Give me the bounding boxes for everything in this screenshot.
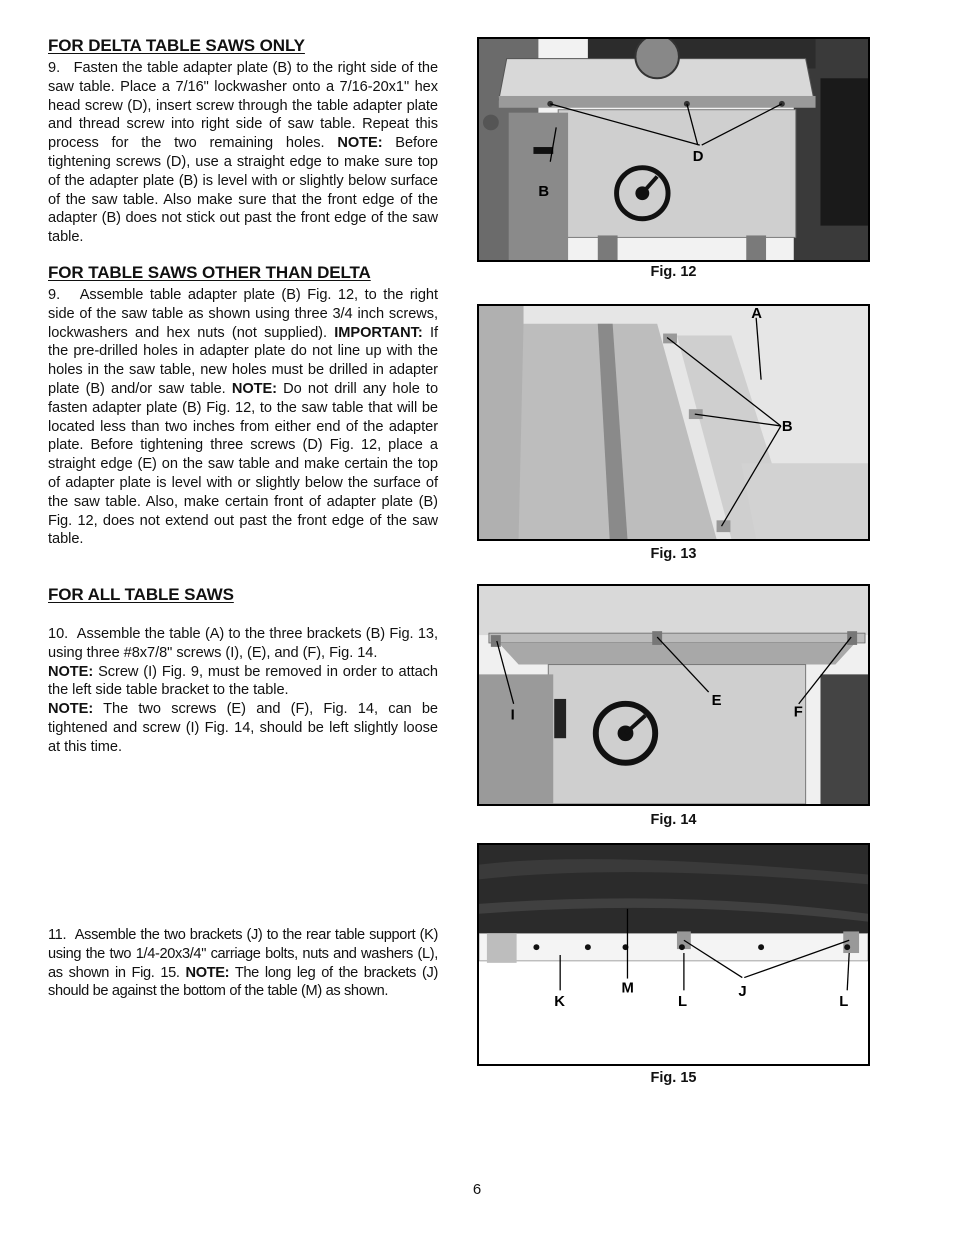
label-a: A (751, 306, 762, 322)
label-j: J (738, 984, 747, 1001)
caption-fig-14: Fig. 14 (650, 812, 697, 828)
step-number: 9. (48, 287, 61, 303)
note-label: NOTE: (231, 380, 277, 397)
bracket-assembly-illustration (479, 586, 868, 804)
label-d: D (692, 148, 704, 165)
step-text: Fasten the table adapter plate (B) to the right side of the saw table. Place a 7/16" lockwasher onto a 7/16-20x1" hex head screw (D), insert screw through the table adapter plate and thread screw into right side of saw table. Repeat this process for the two remaining holes. (48, 60, 439, 152)
note-text: The long leg of the brackets (J) should be against the bottom of the table (M) as shown. (48, 964, 438, 1000)
label-b: B (538, 184, 550, 201)
label-f: F (793, 704, 803, 721)
step-text: Assemble the two brackets (J) to the rear table support (K) using the two 1/4-20x3/4" carriage bolts, nuts and washers (L), as shown in Fig. 15. (48, 927, 438, 981)
note-label: NOTE: (48, 701, 94, 718)
label-l-right: L (839, 994, 849, 1011)
heading-other: FOR TABLE SAWS OTHER THAN DELTA (48, 263, 371, 282)
step-number: 11. (48, 927, 67, 943)
note-label: NOTE: (48, 663, 94, 680)
step-11 (48, 926, 438, 1001)
step-text: Assemble the table (A) to the three brackets (B) Fig. 13, using three #8x7/8" screws (I), (E), and (F), Fig. 14. (48, 626, 438, 661)
step-9-delta (48, 59, 438, 247)
label-k: K (554, 994, 565, 1011)
figure-14-photo (477, 584, 870, 806)
note-text: The two screws (E) and (F), Fig. 14, can be tightened and screw (I) Fig. 14, should be left slightly loose at this time. (48, 701, 438, 755)
figure-12-photo (477, 37, 870, 262)
figure-13-photo (477, 304, 870, 541)
heading-delta: FOR DELTA TABLE SAWS ONLY (48, 36, 305, 55)
heading-all: FOR ALL TABLE SAWS (48, 585, 234, 604)
note-label: NOTE: (337, 135, 383, 152)
figure-15-photo (477, 843, 870, 1066)
caption-fig-15: Fig. 15 (650, 1070, 697, 1086)
page-number: 6 (472, 1181, 482, 1198)
note-text: Screw (I) Fig. 9, must be removed in order to attach the left side table bracket to the table. (48, 663, 438, 699)
step-10 (48, 625, 438, 757)
rear-support-illustration (479, 845, 868, 1064)
caption-fig-12: Fig. 12 (650, 264, 697, 280)
label-i: I (510, 707, 515, 724)
note-label: NOTE: (185, 964, 230, 981)
step-text: Assemble table adapter plate (B) Fig. 12, to the right side of the saw table as shown using three 3/4 inch screws, lockwashers and hex nuts (not supplied). (48, 287, 439, 341)
step-9-other (48, 286, 438, 549)
label-m: M (621, 980, 634, 997)
step-number: 9. (48, 60, 61, 76)
label-l-left: L (677, 994, 688, 1011)
step-number: 10. (48, 626, 69, 642)
note-text: Do not drill any hole to fasten adapter plate (B) Fig. 12, to the saw table that will be located less than two inches from either end of the adapter plate. Before tightening three screws (D) Fig. 12, place a straight edge (E) on the saw table and make certain the top of adapter plate is level with or slightly below the surface of the saw table. Also, make certain front of adapter plate (B) Fig. 12, does not extend out past the front edge of the saw table. (48, 380, 439, 548)
label-e: E (711, 692, 722, 709)
caption-fig-13: Fig. 13 (650, 546, 697, 562)
section-all (48, 585, 438, 757)
important-label: IMPORTANT: (334, 324, 423, 341)
note-text: Before tightening screws (D), use a straight edge to make sure top of the adapter plate (B) is level with or slightly below surface of the saw table. Also make sure that the front edge of the adapter (B) does not stick out past the front edge of the saw table. (48, 135, 439, 246)
label-b: B (781, 418, 793, 435)
saw-table-front-illustration (479, 39, 868, 260)
table-top-illustration (479, 306, 868, 539)
section-other (48, 263, 438, 549)
section-delta (48, 36, 438, 247)
section-step11 (48, 926, 438, 1001)
important-text: If the pre-drilled holes in adapter plate do not line up with the holes in the saw table, new holes must be drilled in adapter plate (B) and/or saw table. (48, 324, 439, 397)
